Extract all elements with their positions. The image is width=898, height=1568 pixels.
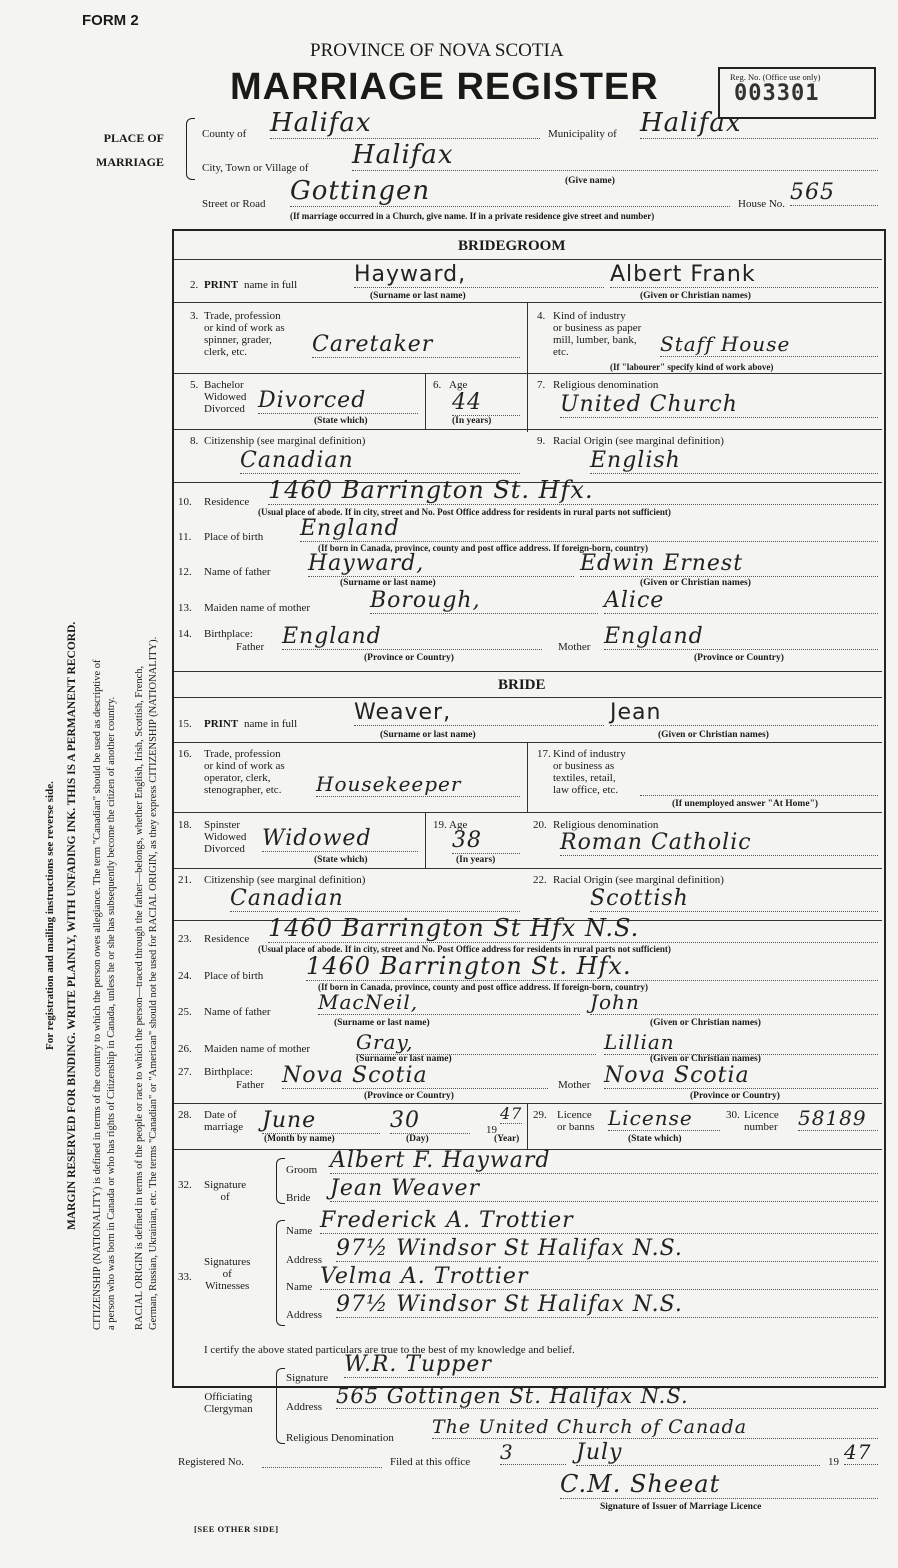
witness1-name: Frederick A. Trottier <box>320 1208 878 1234</box>
f28-month-cap: (Month by name) <box>264 1134 335 1144</box>
f4-number: 4. <box>537 310 546 322</box>
groom-status: Divorced <box>258 388 418 414</box>
issuer-signature: C.M. Sheeat <box>560 1470 878 1499</box>
f16-number: 16. <box>178 748 192 760</box>
f18-line1: Spinster <box>204 819 241 831</box>
margin-note-2: MARGIN RESERVED FOR BINDING. WRITE PLAINLY, WITH UNFADING INK. THIS IS A PERMANENT RECORD. <box>66 621 78 1230</box>
f27-mother: Mother <box>558 1079 591 1091</box>
f4-line3: mill, lumber, bank, <box>553 334 637 346</box>
see-other-side: [SEE OTHER SIDE] <box>194 1524 279 1534</box>
f33-label <box>204 1256 250 1292</box>
f24-label: Place of birth <box>204 970 264 982</box>
reg-number-value: 003301 <box>734 81 820 106</box>
f33-line3: Witnesses <box>205 1280 250 1292</box>
filed-label: Filed at this office <box>390 1456 471 1468</box>
groom-residence: 1460 Barrington St. Hfx. <box>268 476 878 505</box>
clergy-address: 565 Gottingen St. Halifax N.S. <box>336 1384 878 1409</box>
f4-label <box>553 310 641 358</box>
f20-label: Religious denomination <box>553 819 659 831</box>
f19-cap: (In years) <box>456 855 496 865</box>
f6-cap: (In years) <box>452 416 492 426</box>
witness2-address: 97½ Windsor St Halifax N.S. <box>336 1292 878 1318</box>
f23-label: Residence <box>204 933 250 945</box>
f17-line2: or business as <box>553 760 615 772</box>
f3-label <box>204 310 285 358</box>
f28-line1: Date of <box>204 1109 237 1121</box>
groom-industry: Staff House <box>660 332 878 357</box>
groom-birthplace: England <box>300 516 878 542</box>
groom-racial: English <box>590 448 878 474</box>
bride-trade: Housekeeper <box>316 772 520 797</box>
witness-brace <box>276 1220 285 1326</box>
f29-line2: or banns <box>557 1121 595 1133</box>
bride-father-birthplace: Nova Scotia <box>282 1063 548 1089</box>
f9-label: Racial Origin (see marginal definition) <box>553 435 724 447</box>
f5-line1: Bachelor <box>204 379 244 391</box>
f4-line4: etc. <box>553 346 569 358</box>
f30-label <box>744 1109 779 1133</box>
f6-label: Age <box>449 379 468 391</box>
f9-number: 9. <box>537 435 546 447</box>
f22-number: 22. <box>533 874 547 886</box>
f17-number: 17. <box>537 748 551 760</box>
clergy-sig-label: Signature <box>286 1372 329 1384</box>
f2-label: name in full <box>244 279 298 291</box>
municipality-value: Halifax <box>640 108 878 139</box>
f15-label-bold: PRINT <box>204 718 239 730</box>
registered-line <box>262 1467 382 1468</box>
f22-label: Racial Origin (see marginal definition) <box>553 874 724 886</box>
f12-number: 12. <box>178 566 192 578</box>
province-title: PROVINCE OF NOVA SCOTIA <box>310 40 564 61</box>
county-value: Halifax <box>270 108 540 139</box>
marriage-year: 47 <box>500 1104 523 1123</box>
city-caption: (Give name) <box>565 176 615 186</box>
place-label-2: MARRIAGE <box>96 155 164 169</box>
f5-line3: Divorced <box>204 403 245 415</box>
f27-father: Father <box>236 1079 265 1091</box>
w1-name-label: Name <box>286 1225 313 1237</box>
bride-status: Widowed <box>262 826 418 852</box>
clergy-label <box>204 1391 253 1415</box>
groom-rule <box>174 259 882 260</box>
bride-heading: BRIDE <box>498 677 546 693</box>
f24-cap: (If born in Canada, province, county and post office address. If foreign-born, country) <box>318 982 649 992</box>
county-label: County of <box>202 128 247 140</box>
filed-year: 47 <box>844 1440 878 1465</box>
groom-age: 44 <box>452 390 520 416</box>
f27-label: Birthplace: <box>204 1066 253 1078</box>
clergy-brace <box>276 1368 285 1444</box>
groom-religion: United Church <box>560 392 878 418</box>
f29-number: 29. <box>533 1109 547 1121</box>
f27-mother-cap: (Province or Country) <box>690 1091 780 1101</box>
f23-cap: (Usual place of abode. If in city, street and No. Post Office address for residents in rural parts not sufficient) <box>258 944 671 954</box>
f32-line1: Signature <box>204 1179 247 1191</box>
bride-birthplace: 1460 Barrington St. Hfx. <box>306 952 878 981</box>
f26-given-cap: (Given or Christian names) <box>650 1054 761 1064</box>
groom-given: Albert Frank <box>610 262 878 288</box>
f18-label <box>204 819 246 855</box>
f4-note: (If "labourer" specify kind of work above) <box>610 362 774 372</box>
f24-number: 24. <box>178 970 192 982</box>
f19-label: Age <box>449 819 468 831</box>
groom-trade: Caretaker <box>312 332 520 358</box>
f29-cap: (State which) <box>628 1134 682 1144</box>
f4-line1: Kind of industry <box>553 310 626 322</box>
f12-given-cap: (Given or Christian names) <box>640 578 751 588</box>
register-title: MARRIAGE REGISTER <box>230 66 659 108</box>
bride-father-surname: MacNeil, <box>318 990 580 1015</box>
groom-heading: BRIDEGROOM <box>458 238 566 254</box>
f23-number: 23. <box>178 933 192 945</box>
city-value: Halifax <box>352 140 878 171</box>
f20-number: 20. <box>533 819 547 831</box>
bride-industry <box>640 795 878 796</box>
f18-cap: (State which) <box>314 855 368 865</box>
certify-text: I certify the above stated particulars are true to the best of my knowledge and belief. <box>204 1344 575 1356</box>
street-value: Gottingen <box>290 176 730 207</box>
f16-line2: or kind of work as <box>204 760 285 772</box>
f27-father-cap: (Province or Country) <box>364 1091 454 1101</box>
f33-number: 33. <box>178 1271 192 1283</box>
f14-mother-cap: (Province or Country) <box>694 653 784 663</box>
licence-number: 58189 <box>798 1106 878 1131</box>
margin-note-3: CITIZENSHIP (NATIONALITY) is defined in terms of the country to which the person owes allegiance. The term "Canadian" should be used as descriptive of <box>92 659 103 1330</box>
f29-line1: Licence <box>557 1109 592 1121</box>
w2-address-label: Address <box>286 1309 323 1321</box>
f27-number: 27. <box>178 1066 192 1078</box>
f16-label <box>204 748 285 796</box>
divider-18-19 <box>425 812 426 868</box>
f17-line1: Kind of industry <box>553 748 626 760</box>
f15-number: 15. <box>178 718 192 730</box>
f2-number: 2. <box>190 279 199 291</box>
f26-label: Maiden name of mother <box>204 1043 310 1055</box>
groom-mother-birthplace: England <box>604 624 878 650</box>
f17-label <box>553 748 626 796</box>
clergy-line1: Officiating <box>204 1391 253 1403</box>
f21-number: 21. <box>178 874 192 886</box>
rule-8 <box>174 812 882 813</box>
municipality-label: Municipality of <box>548 128 617 140</box>
f26-surname-cap: (Surname or last name) <box>356 1054 452 1064</box>
groom-surname-cap: (Surname or last name) <box>370 291 466 301</box>
bride-residence: 1460 Barrington St Hfx N.S. <box>268 914 878 943</box>
f29-label <box>557 1109 595 1133</box>
bride-religion: Roman Catholic <box>560 830 878 856</box>
bride-signature: Jean Weaver <box>330 1176 878 1202</box>
f6-number: 6. <box>433 379 442 391</box>
f3-line2: or kind of work as <box>204 322 285 334</box>
f32-label <box>204 1179 246 1203</box>
groom-signature: Albert F. Hayward <box>330 1148 878 1174</box>
reg-number-label: Reg. No. (Office use only) <box>730 72 821 82</box>
groom-mother-surname: Borough, <box>370 588 598 614</box>
f8-number: 8. <box>190 435 199 447</box>
f11-number: 11. <box>178 531 192 543</box>
f16-line4: stenographer, etc. <box>204 784 282 796</box>
w2-name-label: Name <box>286 1281 313 1293</box>
f30-line2: number <box>744 1121 778 1133</box>
clergy-signature: W.R. Tupper <box>344 1352 878 1378</box>
f25-number: 25. <box>178 1006 192 1018</box>
house-value: 565 <box>790 180 878 206</box>
sig-brace <box>276 1158 285 1204</box>
filed-month: July <box>576 1440 820 1466</box>
rule-11 <box>174 1103 882 1104</box>
filed-year-prefix: 19 <box>828 1456 839 1468</box>
f7-number: 7. <box>537 379 546 391</box>
margin-note-6: German, Russian, Ukrainian, etc. The terms "Canadian" or "American" should not be used for RACIAL ORIGIN, as they express CITIZENSHIP (NATIONALITY). <box>148 636 159 1330</box>
rule-3 <box>174 373 882 374</box>
f18-number: 18. <box>178 819 192 831</box>
groom-citizenship: Canadian <box>240 448 520 474</box>
f28-year-cap: (Year) <box>494 1134 520 1144</box>
f14-mother: Mother <box>558 641 591 653</box>
witness1-address: 97½ Windsor St Halifax N.S. <box>336 1236 878 1262</box>
bride-citizenship: Canadian <box>230 886 520 912</box>
groom-surname: Hayward, <box>354 262 604 288</box>
clergy-denomination: The United Church of Canada <box>432 1416 878 1439</box>
place-note: (If marriage occurred in a Church, give name. If in a private residence give street and number) <box>290 211 655 221</box>
f10-label: Residence <box>204 496 250 508</box>
f12-surname-cap: (Surname or last name) <box>340 578 436 588</box>
bride-father-given: John <box>590 990 878 1015</box>
divider-5-6 <box>425 373 426 429</box>
f17-note: (If unemployed answer "At Home") <box>672 799 819 809</box>
f14-father: Father <box>236 641 265 653</box>
f14-number: 14. <box>178 628 192 640</box>
f28-line2: marriage <box>204 1121 244 1133</box>
bride-sig-label: Bride <box>286 1192 311 1204</box>
f10-cap: (Usual place of abode. If in city, street and No. Post Office address for residents in rural parts not sufficient) <box>258 507 671 517</box>
f33-line1: Signatures <box>204 1256 251 1268</box>
f28-day-cap: (Day) <box>406 1134 429 1144</box>
f30-line1: Licence <box>744 1109 779 1121</box>
bride-given-cap: (Given or Christian names) <box>658 730 769 740</box>
f11-label: Place of birth <box>204 531 264 543</box>
f13-label: Maiden name of mother <box>204 602 310 614</box>
f16-line1: Trade, profession <box>204 748 281 760</box>
clergy-denom-label: Religious Denomination <box>286 1432 394 1444</box>
bride-surname-cap: (Surname or last name) <box>380 730 476 740</box>
f25-surname-cap: (Surname or last name) <box>334 1018 430 1028</box>
groom-father-surname: Hayward, <box>308 551 574 577</box>
f25-given-cap: (Given or Christian names) <box>650 1018 761 1028</box>
bride-mother-birthplace: Nova Scotia <box>604 1063 878 1089</box>
f14-father-cap: (Province or Country) <box>364 653 454 663</box>
f5-number: 5. <box>190 379 199 391</box>
witness2-name: Velma A. Trottier <box>320 1264 878 1290</box>
f5-cap: (State which) <box>314 416 368 426</box>
f30-number: 30. <box>726 1109 740 1121</box>
f26-number: 26. <box>178 1043 192 1055</box>
margin-note-4: a person who was born in Canada or who has rights of Citizenship in Canada, unless he or she has subsequently become the citizen of another country. <box>106 696 117 1330</box>
f4-line2: or business as paper <box>553 322 642 334</box>
f33-line2: of <box>222 1268 232 1280</box>
f3-line3: spinner, grader, <box>204 334 272 346</box>
f17-line4: law office, etc. <box>553 784 619 796</box>
groom-given-cap: (Given or Christian names) <box>640 291 751 301</box>
f7-label: Religious denomination <box>553 379 659 391</box>
bride-mother-given: Lillian <box>604 1030 878 1055</box>
f3-number: 3. <box>190 310 199 322</box>
place-label-1: PLACE OF <box>103 131 164 145</box>
marriage-month: June <box>262 1108 380 1134</box>
f14-label: Birthplace: <box>204 628 253 640</box>
bride-given: Jean <box>610 700 878 726</box>
f3-line1: Trade, profession <box>204 310 281 322</box>
f3-line4: clerk, etc. <box>204 346 248 358</box>
margin-note-5: RACIAL ORIGIN is defined in terms of the people or race to which the person—traced through the father—belongs, whether English, Irish, Scottish, French, <box>134 665 145 1330</box>
f5-line2: Widowed <box>204 391 247 403</box>
f5-label <box>204 379 246 415</box>
city-label: City, Town or Village of <box>202 162 309 174</box>
rule-6 <box>174 671 882 672</box>
f28-label <box>204 1109 243 1133</box>
groom-sig-label: Groom <box>286 1164 318 1176</box>
margin-note-1: For registration and mailing instructions see reverse side. <box>44 781 56 1050</box>
clergy-line2: Clergyman <box>204 1403 253 1415</box>
bride-surname: Weaver, <box>354 700 604 726</box>
marriage-year-prefix: 19 <box>486 1124 497 1136</box>
f25-label: Name of father <box>204 1006 271 1018</box>
place-label <box>96 126 164 174</box>
rule-7 <box>174 742 882 743</box>
place-brace <box>186 118 195 180</box>
f11-cap: (If born in Canada, province, county and post office address. If foreign-born, country) <box>318 543 649 553</box>
f19-number: 19. <box>433 819 447 831</box>
f17-line3: textiles, retail, <box>553 772 616 784</box>
filed-day: 3 <box>500 1440 566 1465</box>
rule-4 <box>174 429 882 430</box>
groom-father-given: Edwin Ernest <box>580 551 878 577</box>
f10-number: 10. <box>178 496 192 508</box>
form-number: FORM 2 <box>82 12 139 29</box>
house-label: House No. <box>738 198 786 210</box>
divider-3-4 <box>527 302 528 432</box>
f2-label-bold: PRINT <box>204 279 239 291</box>
f16-line3: operator, clerk, <box>204 772 271 784</box>
rule-9 <box>174 868 882 869</box>
rule-2 <box>174 302 882 303</box>
f18-line3: Divorced <box>204 843 245 855</box>
f32-line2: of <box>220 1191 230 1203</box>
clergy-address-label: Address <box>286 1401 323 1413</box>
f15-label: name in full <box>244 718 298 730</box>
f13-number: 13. <box>178 602 192 614</box>
f8-label: Citizenship (see marginal definition) <box>204 435 366 447</box>
groom-mother-given: Alice <box>604 588 878 614</box>
divider-28-29 <box>527 1103 528 1149</box>
bride-mother-surname: Gray, <box>356 1030 596 1055</box>
f21-label: Citizenship (see marginal definition) <box>204 874 366 886</box>
street-label: Street or Road <box>202 198 266 210</box>
bride-age: 38 <box>452 828 520 854</box>
f28-number: 28. <box>178 1109 192 1121</box>
bride-rule <box>174 697 882 698</box>
f18-line2: Widowed <box>204 831 247 843</box>
w1-address-label: Address <box>286 1254 323 1266</box>
divider-16-17 <box>527 742 528 812</box>
f12-label: Name of father <box>204 566 271 578</box>
marriage-day: 30 <box>390 1108 470 1134</box>
issuer-caption: Signature of Issuer of Marriage Licence <box>600 1502 762 1512</box>
registered-label: Registered No. <box>178 1456 244 1468</box>
licence-type: License <box>608 1106 720 1131</box>
groom-father-birthplace: England <box>282 624 542 650</box>
bride-racial: Scottish <box>590 886 878 912</box>
f32-number: 32. <box>178 1179 192 1191</box>
